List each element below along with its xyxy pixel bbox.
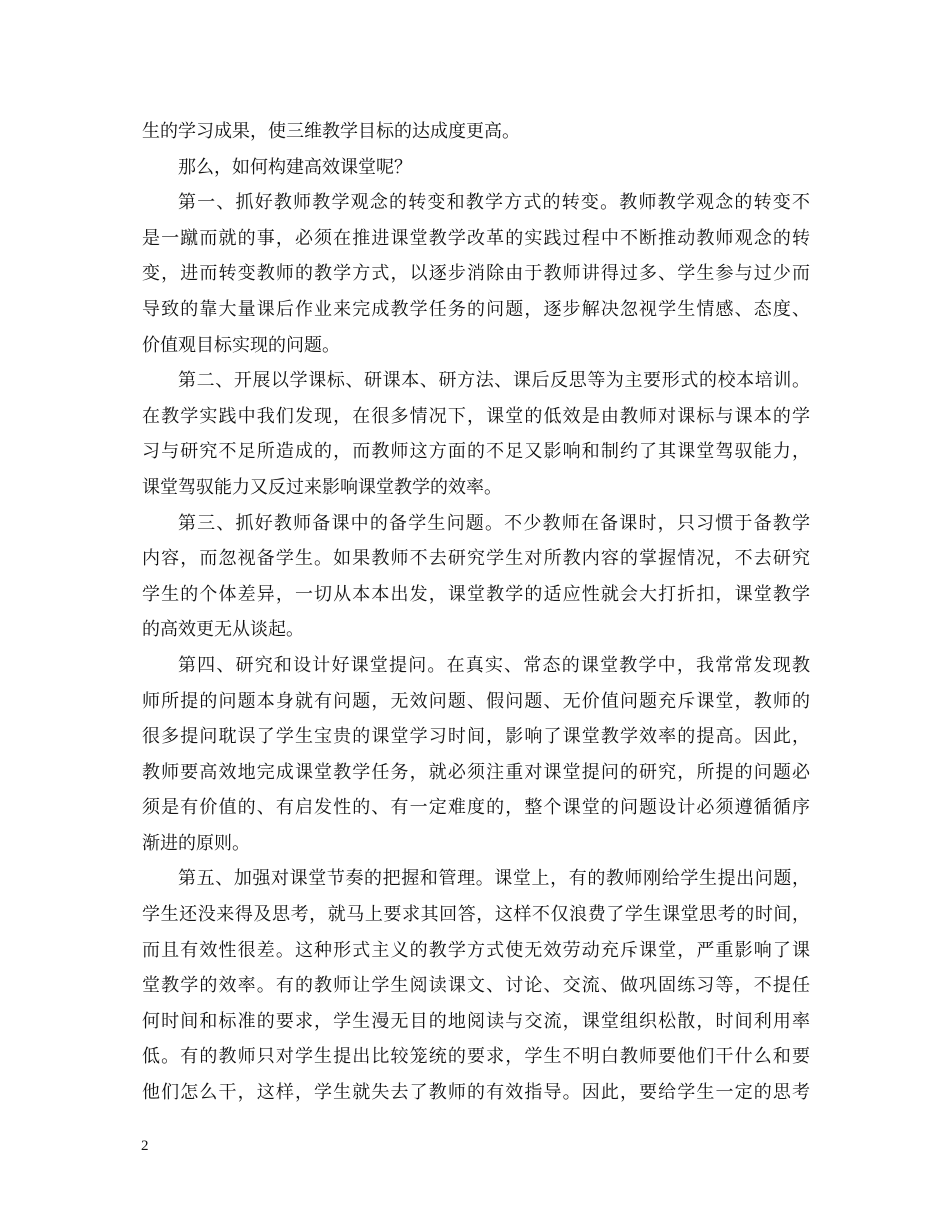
paragraph <box>142 506 810 648</box>
paragraph-line: 须是有价值的、有启发性的、有一定难度的，整个课堂的问题设计必须遵循循序 <box>142 797 810 819</box>
paragraph <box>142 185 810 363</box>
paragraph-line: 低。有的教师只对学生提出比较笼统的要求，学生不明白教师要他们干什么和要 <box>142 1046 810 1068</box>
paragraph-line: 的高效更无从谈起。 <box>142 619 304 641</box>
paragraph-line: 导致的靠大量课后作业来完成教学任务的问题，逐步解决忽视学生情感、态度、 <box>142 298 810 320</box>
paragraph-line: 学生还没来得及思考，就马上要求其回答，这样不仅浪费了学生课堂思考的时间， <box>142 904 810 926</box>
paragraph-line: 价值观目标实现的问题。 <box>142 334 340 356</box>
paragraph-line: 是一蹴而就的事，必须在推进课堂教学改革的实践过程中不断推动教师观念的转 <box>142 227 810 249</box>
paragraph-line: 变，进而转变教师的教学方式，以逐步消除由于教师讲得过多、学生参与过少而 <box>142 263 810 285</box>
paragraph-line: 渐进的原则。 <box>142 832 250 854</box>
paragraph-line: 那么，如何构建高效课堂呢？ <box>178 156 412 178</box>
paragraph-line: 课堂驾驭能力又反过来影响课堂教学的效率。 <box>142 476 502 498</box>
paragraph <box>142 363 810 505</box>
paragraph-line: 教师要高效地完成课堂教学任务，就必须注重对课堂提问的研究，所提的问题必 <box>142 761 810 783</box>
paragraph-line: 生的学习成果，使三维教学目标的达成度更高。 <box>142 121 520 142</box>
paragraph-line: 第一、抓好教师教学观念的转变和教学方式的转变。教师教学观念的转变不 <box>178 192 810 214</box>
document-body <box>142 114 810 1111</box>
paragraph-line: 很多提问耽误了学生宝贵的课堂学习时间，影响了课堂教学效率的提高。因此， <box>142 726 810 748</box>
paragraph <box>142 648 810 862</box>
paragraph-line: 第二、开展以学课标、研课本、研方法、课后反思等为主要形式的校本培训。 <box>178 370 810 392</box>
paragraph-line: 他们怎么干，这样，学生就失去了教师的有效指导。因此，要给学生一定的思考 <box>142 1082 810 1104</box>
paragraph-line: 第三、抓好教师备课中的备学生问题。不少教师在备课时，只习惯于备教学 <box>178 512 810 534</box>
paragraph <box>142 150 810 186</box>
paragraph-line: 何时间和标准的要求，学生漫无目的地阅读与交流，课堂组织松散，时间利用率 <box>142 1010 810 1032</box>
paragraph <box>142 114 810 150</box>
paragraph-line: 而且有效性很差。这种形式主义的教学方式使无效劳动充斥课堂，严重影响了课 <box>142 939 810 961</box>
paragraph-line: 师所提的问题本身就有问题，无效问题、假问题、无价值问题充斥课堂，教师的 <box>142 690 810 712</box>
paragraph <box>142 861 810 1110</box>
paragraph-line: 堂教学的效率。有的教师让学生阅读课文、讨论、交流、做巩固练习等，不提任 <box>142 975 810 997</box>
paragraph-line: 第五、加强对课堂节奏的把握和管理。课堂上，有的教师刚给学生提出问题， <box>178 868 810 890</box>
paragraph-line: 学生的个体差异，一切从本本出发，课堂教学的适应性就会大打折扣，课堂教学 <box>142 583 810 605</box>
paragraph-line: 在教学实践中我们发现，在很多情况下，课堂的低效是由教师对课标与课本的学 <box>142 405 810 427</box>
paragraph-line: 习与研究不足所造成的，而教师这方面的不足又影响和制约了其课堂驾驭能力， <box>142 441 810 463</box>
paragraph-line: 内容，而忽视备学生。如果教师不去研究学生对所教内容的掌握情况，不去研究 <box>142 548 810 570</box>
paragraph-line: 第四、研究和设计好课堂提问。在真实、常态的课堂教学中，我常常发现教 <box>178 654 810 676</box>
page-number: 2 <box>141 1138 149 1154</box>
